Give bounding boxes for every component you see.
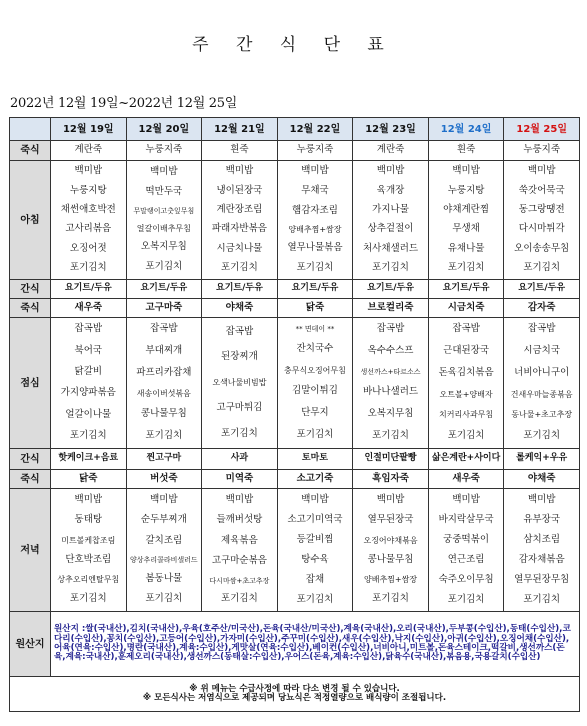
category-label: 죽식 bbox=[10, 141, 51, 161]
menu-item: 가지나물 bbox=[372, 203, 409, 215]
menu-item: 부대찌개 bbox=[145, 344, 183, 356]
menu-item: 포기김치 bbox=[221, 593, 258, 605]
menu-item: 유채나물 bbox=[447, 242, 485, 254]
menu-item: 백미밥 bbox=[301, 493, 329, 505]
menu-item: 건새우마늘종볶음 bbox=[510, 390, 573, 400]
menu-item: 포기김치 bbox=[372, 593, 409, 605]
menu-item: 파프리카잡채 bbox=[136, 366, 192, 378]
category-label: 점심 bbox=[10, 318, 51, 449]
category-label: 죽식 bbox=[10, 470, 51, 489]
menu-item: 가지양파볶음 bbox=[60, 387, 116, 399]
morning-snack-row-cell: 요기트/두유 bbox=[353, 280, 429, 299]
dinner-porridge-row-cell: 소고기죽 bbox=[277, 470, 353, 489]
lunch-row-day-cell bbox=[277, 318, 353, 449]
menu-item: 야채계란찜 bbox=[443, 203, 490, 215]
menu-item: 포기김치 bbox=[523, 429, 561, 441]
breakfast-row-day-cell bbox=[202, 161, 278, 280]
date-header: 12월 19일 bbox=[51, 118, 127, 141]
menu-item: 상추오리엔탈무침 bbox=[57, 575, 120, 585]
menu-item: 백미밥 bbox=[376, 493, 405, 505]
menu-item: 양배추찜+쌈장 bbox=[363, 575, 418, 585]
menu-item: 동나물+초고추장 bbox=[511, 410, 573, 420]
lunch-row-day-cell bbox=[428, 318, 504, 449]
menu-item: 콩나물무침 bbox=[367, 553, 414, 565]
origin-text: 원산지 :쌀(국내산),김치(국내산),우육(호주산/미국산),돈육(국내산/미국산),계육(국내산),오리(국내산),두부콩(수입산),동태(수입산),코다리(수입산),꽁치(수입산),고등어(수입산),가자미(수입산),주꾸미(수입산),새우(수입산),낙지(수입산),아귀(수입산),오징어채(수입산),어육(연육:수입산),명란(국내산),계육:수입산),게맛살(연육:수입산),베이컨(수입산),너비아니,미트볼,돈육스테이크,떡갈비,생선까스(돈육,계육:국내산),훈제오리(국내산),생선까스(동태살:수입산),우어스(돈육,계육:수입산),닭육수(국내산),볶음용,국용갈치(수입산) bbox=[51, 612, 580, 677]
menu-item: 포기김치 bbox=[523, 261, 561, 273]
menu-item: 시금치국 bbox=[523, 345, 561, 357]
dinner-porridge-row-cell: 닭죽 bbox=[51, 470, 127, 489]
breakfast-row bbox=[10, 161, 580, 280]
menu-item: 등갈비찜 bbox=[296, 533, 334, 545]
lunch-porridge-row-cell: 감자죽 bbox=[504, 299, 580, 318]
menu-item: 백미밥 bbox=[150, 165, 178, 177]
menu-item: 소고기미역국 bbox=[287, 513, 343, 525]
menu-item: 잡곡밥 bbox=[74, 323, 103, 335]
menu-item: 북어국 bbox=[74, 344, 103, 356]
menu-item: 된장찌개 bbox=[221, 351, 258, 363]
menu-item: 양상추리콜라비샐러드 bbox=[130, 556, 198, 565]
lunch-porridge-row bbox=[10, 299, 580, 318]
menu-item: 김말이튀김 bbox=[292, 385, 338, 397]
page-title: 주 간 식 단 표 bbox=[192, 35, 395, 55]
menu-item: 유부장국 bbox=[523, 513, 561, 525]
menu-item: 무말랭이고춧잎무침 bbox=[133, 206, 195, 215]
menu-item: 돈육김치볶음 bbox=[438, 367, 494, 379]
menu-item: 치커리사과무침 bbox=[439, 410, 494, 420]
note-line: ※ 모든식사는 저염식으로 제공되며 당뇨식은 적정열량으로 배식량이 조절됩니다. bbox=[142, 693, 447, 703]
menu-item: 동태탕 bbox=[74, 514, 103, 526]
menu-item: 미트볼케찹조림 bbox=[61, 535, 116, 545]
dinner-row-day-cell bbox=[277, 489, 353, 612]
menu-item: 누룽지탕 bbox=[69, 184, 107, 196]
menu-item: 포기김치 bbox=[447, 593, 485, 605]
menu-item: 백미밥 bbox=[452, 165, 480, 177]
category-label: 죽식 bbox=[10, 299, 51, 318]
menu-item: 포기김치 bbox=[447, 261, 485, 273]
dinner-row-day-cell bbox=[504, 489, 580, 612]
date-header: 12월 20일 bbox=[126, 118, 202, 141]
menu-item: 포기김치 bbox=[145, 593, 183, 605]
menu-item: 오트볼+양배자 bbox=[439, 390, 493, 400]
breakfast-porridge-row-cell: 누룽지죽 bbox=[277, 141, 353, 161]
menu-item: 잡곡밥 bbox=[225, 325, 254, 337]
lunch-row-day-cell bbox=[202, 318, 278, 449]
menu-item: 상추겉절이 bbox=[367, 223, 414, 235]
dinner-row-day-cell bbox=[428, 489, 504, 612]
dinner-porridge-row-cell: 버섯죽 bbox=[126, 470, 202, 489]
dinner-row-day-cell bbox=[51, 489, 127, 612]
morning-snack-row-cell: 요기트/두유 bbox=[504, 280, 580, 299]
header-corner bbox=[10, 118, 51, 141]
lunch-porridge-row-cell: 브로컬리죽 bbox=[353, 299, 429, 318]
menu-item: 다시마튀각 bbox=[518, 223, 565, 235]
menu-item: 연근조림 bbox=[447, 553, 485, 565]
afternoon-snack-row-cell: 삶은계란+사이다 bbox=[428, 449, 504, 470]
lunch-row bbox=[10, 318, 580, 449]
menu-item: 근대된장국 bbox=[443, 345, 490, 357]
menu-item: 궁중떡볶이 bbox=[443, 533, 490, 545]
breakfast-porridge-row-cell: 계란죽 bbox=[51, 141, 127, 161]
menu-item: 포기김치 bbox=[447, 429, 485, 441]
menu-item: ** 면데이 ** bbox=[295, 324, 335, 333]
menu-item: 떡만두국 bbox=[145, 185, 183, 197]
dinner-row-day-cell bbox=[353, 489, 429, 612]
breakfast-row-day-cell bbox=[126, 161, 202, 280]
menu-item: 고구마순볶음 bbox=[211, 555, 267, 567]
menu-item: 포기김치 bbox=[296, 593, 334, 605]
menu-item: 포기김치 bbox=[523, 593, 561, 605]
menu-item: 무생채 bbox=[452, 223, 480, 235]
menu-item: 숙주오이무침 bbox=[438, 573, 494, 585]
breakfast-porridge-row-cell: 계란죽 bbox=[353, 141, 429, 161]
category-label: 간식 bbox=[10, 280, 51, 299]
lunch-row-day-cell bbox=[51, 318, 127, 449]
menu-item: 새송이버섯볶음 bbox=[136, 389, 191, 399]
menu-item: 충무식오징어무침 bbox=[284, 365, 346, 375]
breakfast-row-day-cell bbox=[504, 161, 580, 280]
lunch-porridge-row-cell: 고구마죽 bbox=[126, 299, 202, 318]
menu-item: 백미밥 bbox=[376, 165, 405, 177]
menu-item: 포기김치 bbox=[69, 593, 107, 605]
morning-snack-row bbox=[10, 280, 580, 299]
menu-item: 옥수수스프 bbox=[367, 345, 414, 357]
menu-item: 잡채 bbox=[305, 573, 325, 585]
menu-item: 다시마쌈+초고추장 bbox=[209, 576, 270, 585]
dinner-row-day-cell bbox=[126, 489, 202, 612]
menu-item: 오징어야채볶음 bbox=[363, 535, 418, 545]
menu-item: 포기김치 bbox=[145, 261, 183, 273]
menu-item: 육개장 bbox=[376, 184, 405, 196]
morning-snack-row-cell: 요기트/두유 bbox=[202, 280, 278, 299]
afternoon-snack-row-cell: 사과 bbox=[202, 449, 278, 470]
date-header: 12월 23일 bbox=[353, 118, 429, 141]
menu-item: 포기김치 bbox=[372, 429, 409, 441]
category-label: 저녁 bbox=[10, 489, 51, 612]
menu-item: 누룽지탕 bbox=[447, 184, 485, 196]
afternoon-snack-row-cell: 토마토 bbox=[277, 449, 353, 470]
notes-cell bbox=[10, 677, 580, 712]
menu-item: 포기김치 bbox=[372, 261, 409, 273]
menu-item: 포기김치 bbox=[145, 429, 183, 441]
menu-item: 동그랑땡전 bbox=[518, 203, 565, 215]
menu-item: 처사채샐러드 bbox=[363, 242, 419, 254]
date-header: 12월 21일 bbox=[202, 118, 278, 141]
menu-item: 포기김치 bbox=[296, 429, 334, 441]
breakfast-row-day-cell bbox=[353, 161, 429, 280]
menu-item: 콩나물무침 bbox=[140, 408, 187, 420]
afternoon-snack-row bbox=[10, 449, 580, 470]
menu-item: 잡곡밥 bbox=[452, 323, 480, 335]
menu-item: 계란장조림 bbox=[216, 203, 263, 215]
breakfast-porridge-row-cell: 흰죽 bbox=[428, 141, 504, 161]
menu-item: 백미밥 bbox=[74, 493, 103, 505]
category-label: 원산지 bbox=[10, 612, 51, 677]
menu-item: 포기김치 bbox=[69, 261, 107, 273]
menu-item: 들깨버섯탕 bbox=[216, 514, 263, 526]
menu-item: 삼치조림 bbox=[523, 533, 561, 545]
afternoon-snack-row-cell: 찐고구마 bbox=[126, 449, 202, 470]
menu-item: 햄감자조림 bbox=[292, 204, 338, 216]
menu-item: 고사리볶음 bbox=[65, 223, 112, 235]
menu-item: 쑥갓어묵국 bbox=[518, 184, 565, 196]
dinner-porridge-row-cell: 야채죽 bbox=[504, 470, 580, 489]
morning-snack-row-cell: 요기트/두유 bbox=[277, 280, 353, 299]
menu-item: 봄동나물 bbox=[145, 572, 183, 584]
lunch-porridge-row-cell: 시금치죽 bbox=[428, 299, 504, 318]
menu-item: 채썬애호박전 bbox=[60, 203, 116, 215]
afternoon-snack-row-cell: 롤케익+우유 bbox=[504, 449, 580, 470]
date-header-row bbox=[10, 118, 580, 141]
menu-item: 오징어젓 bbox=[69, 242, 107, 254]
breakfast-row-day-cell bbox=[51, 161, 127, 280]
menu-item: 무채국 bbox=[301, 184, 329, 196]
menu-item: 백미밥 bbox=[301, 165, 329, 177]
afternoon-snack-row-cell: 핫케이크+음료 bbox=[51, 449, 127, 470]
menu-item: 냉이된장국 bbox=[216, 184, 263, 196]
morning-snack-row-cell: 요기트/두유 bbox=[428, 280, 504, 299]
lunch-porridge-row-cell: 새우죽 bbox=[51, 299, 127, 318]
menu-item: 백미밥 bbox=[225, 493, 254, 505]
morning-snack-row-cell: 요기트/두유 bbox=[51, 280, 127, 299]
menu-item: 시금치나물 bbox=[216, 242, 263, 254]
menu-item: 오복지무침 bbox=[140, 241, 187, 253]
menu-item: 단무지 bbox=[301, 407, 329, 419]
origin-row bbox=[10, 612, 580, 677]
dinner-porridge-row-cell: 새우죽 bbox=[428, 470, 504, 489]
menu-item: 양배추찜+쌈장 bbox=[288, 225, 342, 235]
menu-item: 열무나물볶음 bbox=[287, 242, 343, 254]
menu-item: 바나나샐러드 bbox=[363, 386, 419, 397]
menu-item: 바지락살무국 bbox=[438, 513, 494, 525]
menu-item: 단호박조림 bbox=[65, 553, 112, 565]
menu-item: 탕수육 bbox=[301, 553, 329, 565]
menu-item: 너비아니구이 bbox=[514, 367, 570, 379]
category-label: 간식 bbox=[10, 449, 51, 470]
menu-item: 잡곡밥 bbox=[527, 323, 556, 335]
lunch-row-day-cell bbox=[504, 318, 580, 449]
notes-row bbox=[10, 677, 580, 712]
menu-item: 포기김치 bbox=[221, 261, 258, 273]
breakfast-porridge-row-cell: 누룽지죽 bbox=[504, 141, 580, 161]
menu-item: 닭갈비 bbox=[74, 365, 103, 377]
menu-item: 갈치조림 bbox=[145, 534, 183, 546]
breakfast-porridge-row bbox=[10, 141, 580, 161]
weekly-menu-table bbox=[9, 117, 580, 712]
breakfast-porridge-row-cell: 누룽지죽 bbox=[126, 141, 202, 161]
menu-item: 포기김치 bbox=[296, 261, 334, 273]
menu-item: 고구마튀김 bbox=[216, 401, 263, 413]
date-header: 12월 25일 bbox=[504, 118, 580, 141]
lunch-porridge-row-cell: 야채죽 bbox=[202, 299, 278, 318]
menu-item: 파래자반볶음 bbox=[211, 223, 267, 235]
morning-snack-row-cell: 요기트/두유 bbox=[126, 280, 202, 299]
menu-item: 포기김치 bbox=[69, 429, 107, 441]
menu-item: 백미밥 bbox=[150, 493, 178, 505]
menu-item: 백미밥 bbox=[452, 493, 480, 505]
menu-item: 감자채볶음 bbox=[518, 553, 565, 565]
breakfast-row-day-cell bbox=[277, 161, 353, 280]
dinner-porridge-row bbox=[10, 470, 580, 489]
menu-item: 포기김치 bbox=[221, 427, 258, 439]
lunch-porridge-row-cell: 닭죽 bbox=[277, 299, 353, 318]
afternoon-snack-row-cell: 인절미단팥빵 bbox=[353, 449, 429, 470]
lunch-row-day-cell bbox=[353, 318, 429, 449]
dinner-row bbox=[10, 489, 580, 612]
menu-period: 2022년 12월 19일~2022년 12월 25일 bbox=[10, 96, 238, 111]
dinner-porridge-row-cell: 흑임자죽 bbox=[353, 470, 429, 489]
menu-item: 열무된장무침 bbox=[514, 573, 570, 585]
category-label: 아침 bbox=[10, 161, 51, 280]
breakfast-row-day-cell bbox=[428, 161, 504, 280]
menu-item: 백미밥 bbox=[225, 165, 254, 177]
menu-item: 열무된장국 bbox=[367, 514, 414, 526]
menu-item: 백미밥 bbox=[527, 165, 556, 177]
menu-item: 얼갈이나물 bbox=[65, 408, 112, 420]
dinner-row-day-cell bbox=[202, 489, 278, 612]
menu-item: 오색나물비빔밥 bbox=[212, 378, 267, 388]
menu-item: 잡곡밥 bbox=[150, 323, 178, 335]
dinner-porridge-row-cell: 미역죽 bbox=[202, 470, 278, 489]
breakfast-porridge-row-cell: 흰죽 bbox=[202, 141, 278, 161]
menu-item: 백미밥 bbox=[74, 165, 103, 177]
menu-item: 잡곡밥 bbox=[376, 323, 405, 335]
menu-item: 얼갈이배추무침 bbox=[136, 223, 191, 233]
menu-item: 생선까스+타르소스 bbox=[360, 368, 421, 377]
date-header: 12월 22일 bbox=[277, 118, 353, 141]
menu-item: 오이송송무침 bbox=[514, 242, 570, 254]
menu-item: 순두부찌개 bbox=[140, 514, 187, 526]
menu-item: 잔치국수 bbox=[296, 342, 334, 354]
note-line: ※ 위 메뉴는 수급사정에 따라 다소 변경 될 수 있습니다. bbox=[189, 683, 400, 694]
menu-item: 오복지무침 bbox=[367, 407, 414, 419]
date-header: 12월 24일 bbox=[428, 118, 504, 141]
menu-item: 제육볶음 bbox=[221, 534, 258, 546]
lunch-row-day-cell bbox=[126, 318, 202, 449]
menu-item: 백미밥 bbox=[527, 493, 556, 505]
